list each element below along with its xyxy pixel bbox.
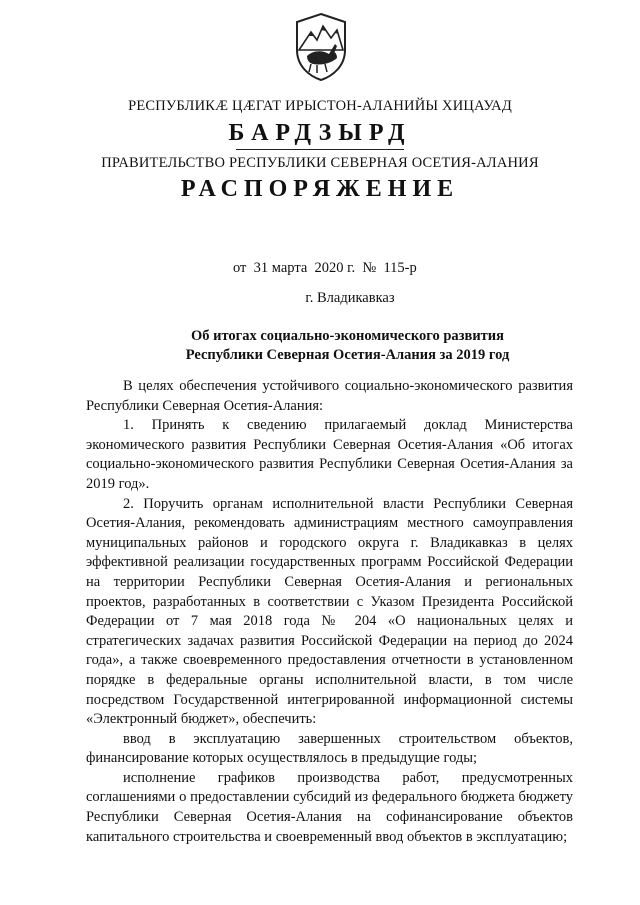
document-dateline: от 31 марта 2020 г. № 115-р <box>233 260 417 276</box>
coat-of-arms-icon <box>293 12 349 82</box>
header-divider <box>236 149 404 150</box>
russian-government-name: ПРАВИТЕЛЬСТВО РЕСПУБЛИКИ СЕВЕРНАЯ ОСЕТИЯ-АЛАНИЯ <box>101 155 539 171</box>
body-paragraph-intro: В целях обеспечения устойчивого социально-экономического развития Республики Северная Осетия-Алания: <box>86 378 573 414</box>
document-title-line-2: Республики Северная Осетия-Алания за 2019 год <box>185 347 510 363</box>
body-paragraph-subitem-2: исполнение графиков производства работ, предусмотренных соглашениями о предоставлении субсидий из федерального бюджета бюджету Республики Северная Осетия-Алания на софинансирование объектов капитального строительства и своевременный ввод объектов в эксплуатацию; <box>86 769 573 845</box>
document-city: г. Владикавказ <box>305 290 395 306</box>
body-paragraph-item-2: 2. Поручить органам исполнительной власти Республики Северная Осетия-Алания, рекомендовать администрациям местного самоуправления муниципальных районов и городского округа г. Владикавказ в целях эффективной реализации государственных программ Российской Федерации на территории Республики Северная Осетия-Алания и региональных проектов, разработанных в соответствии с Указом Президента Российской Федерации от 7 мая 2018 года № 204 «О национальных целях и стратегических задачах развития Российской Федерации на период до 2024 года», а также своевременного предоставления отчетности в установленном порядке в федеральные органы исполнительной власти, в том числе посредством Государственной интегрированной информационной системы «Электронный бюджет», обеспечить: <box>86 495 573 728</box>
document-body <box>86 377 573 847</box>
russian-document-type: РАСПОРЯЖЕНИЕ <box>180 176 460 202</box>
document-title-line-1: Об итогах социально-экономического развития <box>190 328 505 344</box>
ossetian-government-name: РЕСПУБЛИКӔ ЦӔГАТ ИРЫСТОН-АЛАНИЙЫ ХИЦАУАД <box>128 98 512 114</box>
ossetian-document-type: БАРДЗЫРД <box>228 120 412 146</box>
body-paragraph-item-1: 1. Принять к сведению прилагаемый доклад Министерства экономического развития Республики Северная Осетия-Алания «Об итогах социально-экономического развития Республики Северная Осетия-Алания за 2019 год». <box>86 417 573 492</box>
body-paragraph-subitem-1: ввод в эксплуатацию завершенных строительством объектов, финансирование которых осуществлялось в предыдущие годы; <box>86 730 573 767</box>
